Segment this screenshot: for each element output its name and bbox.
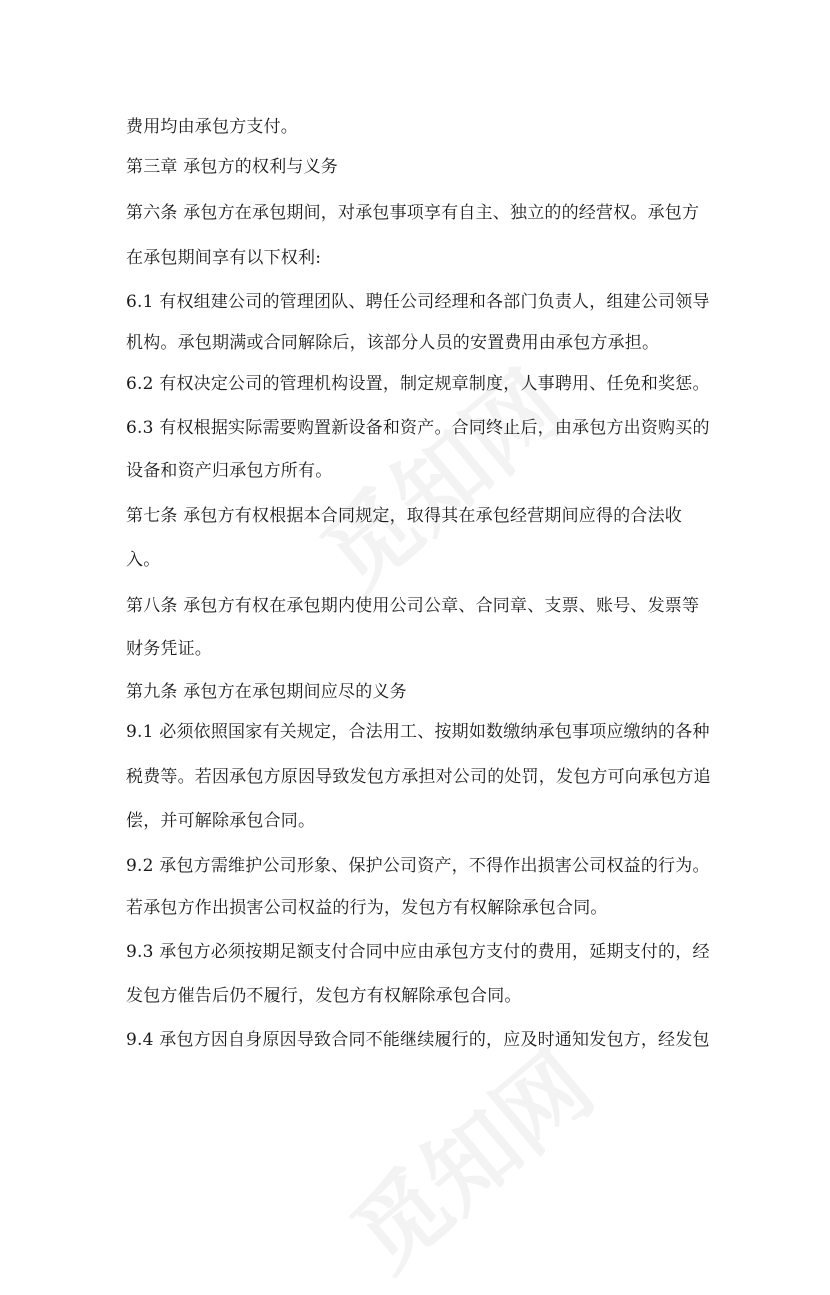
text-line: 第七条 承包方有权根据本合同规定，取得其在承包经营期间应得的合法收 — [126, 506, 683, 526]
text-line: 税费等。若因承包方原因导致发包方承担对公司的处罚，发包方可向承包方追 — [126, 767, 711, 787]
text-line: 9.2 承包方需维护公司形象、保护公司资产，不得作出损害公司权益的行为。 — [126, 856, 710, 876]
watermark-bottom — [320, 1017, 616, 1295]
text-line: 发包方催告后仍不履行，发包方有权解除承包合同。 — [126, 986, 522, 1006]
chapter-heading: 第三章 承包方的权利与义务 — [126, 157, 339, 177]
text-line: 入。 — [126, 550, 161, 570]
text-line: 6.2 有权决定公司的管理机构设置，制定规章制度，人事聘用、任免和奖惩。 — [126, 374, 710, 394]
text-line: 财务凭证。 — [126, 639, 212, 659]
text-line: 6.1 有权组建公司的管理团队、聘任公司经理和各部门负责人，组建公司领导 — [126, 292, 710, 312]
text-line: 6.3 有权根据实际需要购置新设备和资产。合同终止后，由承包方出资购买的 — [126, 418, 710, 438]
text-line: 第九条 承包方在承包期间应尽的义务 — [126, 682, 407, 702]
text-line: 9.1 必须依照国家有关规定，合法用工、按期如数缴纳承包事项应缴纳的各种 — [126, 722, 710, 742]
text-line: 偿，并可解除承包合同。 — [126, 811, 316, 831]
text-line: 第八条 承包方有权在承包期内使用公司公章、合同章、支票、账号、发票等 — [126, 596, 700, 616]
text-line: 若承包方作出损害公司权益的行为，发包方有权解除承包合同。 — [126, 898, 608, 918]
text-line: 9.4 承包方因自身原因导致合同不能继续履行的，应及时通知发包方，经发包 — [126, 1030, 710, 1050]
text-line: 费用均由承包方支付。 — [126, 117, 298, 137]
text-line: 在承包期间享有以下权利: — [126, 248, 322, 268]
text-line: 第六条 承包方在承包期间，对承包事项享有自主、独立的的经营权。承包方 — [126, 203, 700, 223]
text-line: 9.3 承包方必须按期足额支付合同中应由承包方支付的费用，延期支付的，经 — [126, 942, 710, 962]
text-line: 设备和资产归承包方所有。 — [126, 461, 333, 481]
text-line: 机构。承包期满或合同解除后，该部分人员的安置费用由承包方承担。 — [126, 333, 660, 353]
